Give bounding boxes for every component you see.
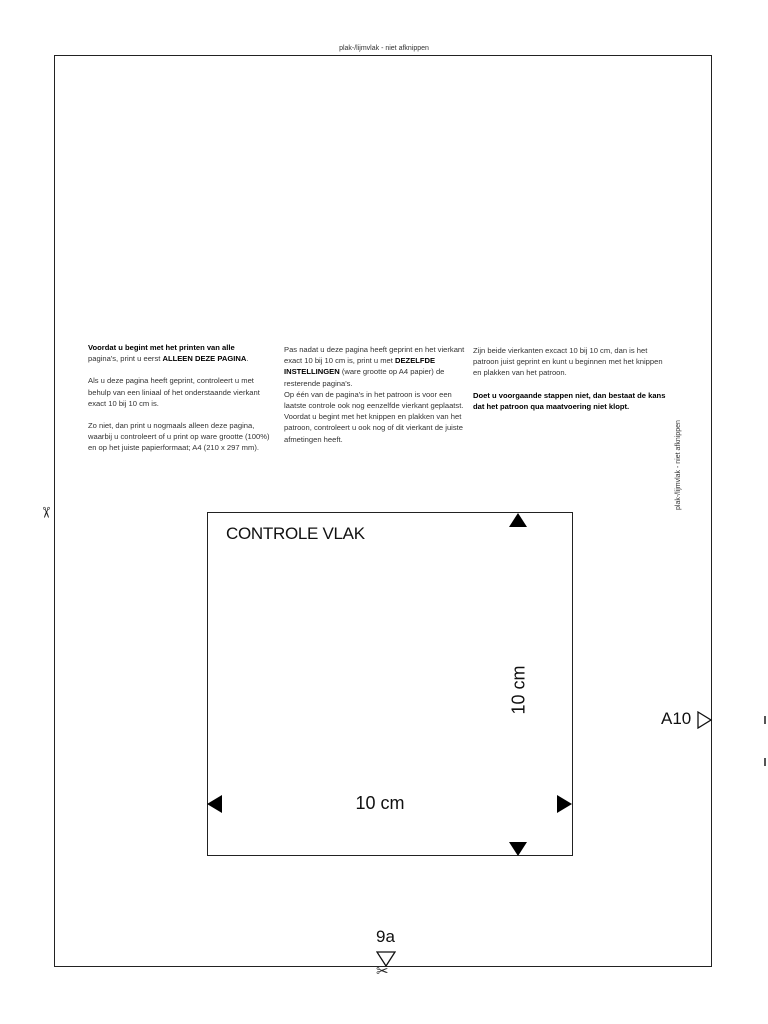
instructions-warning: Doet u voorgaande stappen niet, dan bestaat de kans dat het patroon qua maatvoering niet klopt. xyxy=(473,390,666,411)
instructions-column-1 xyxy=(88,342,276,465)
instructions-text: Pas nadat u deze pagina heeft geprint en het vierkant exact 10 bij 10 cm is, print u met xyxy=(284,345,465,366)
arrow-left-icon xyxy=(207,795,222,813)
scissors-icon: ✂ xyxy=(36,506,54,519)
glue-area-label-top: plak-/lijmvlak - niet afknippen xyxy=(339,45,429,52)
glue-area-label-side: plak-/lijmvlak - niet afknippen xyxy=(675,420,683,510)
height-dimension-label: 10 cm xyxy=(508,665,529,715)
scissors-icon: ✂ xyxy=(376,963,389,980)
control-square-title: CONTROLE VLAK xyxy=(226,524,365,543)
reference-label-bottom: 9a xyxy=(376,927,395,946)
arrow-up-icon xyxy=(509,513,527,527)
align-triangle-right-icon xyxy=(697,711,713,729)
instructions-lead: Voordat u begint met het printen van alle xyxy=(88,343,235,352)
instructions-text: (ware grootte op A4 papier) de resterende pagina's. xyxy=(284,367,445,388)
instructions-emphasis: DEZELFDE INSTELLINGEN xyxy=(284,356,436,377)
arrow-right-icon xyxy=(557,795,572,813)
edge-mark xyxy=(764,758,766,766)
arrow-down-icon xyxy=(509,842,527,856)
width-dimension-label: 10 cm xyxy=(355,793,405,813)
edge-mark xyxy=(764,716,766,724)
instructions-paragraph-1 xyxy=(284,344,470,389)
instructions-paragraph-3: Voordat u begint met het knippen en plakken van het patroon, controleert u ook nog of dit vierkant de juiste afmetingen heeft. xyxy=(284,412,463,444)
instructions-column-2 xyxy=(284,344,470,456)
instructions-emphasis: ALLEEN DEZE PAGINA xyxy=(162,354,247,364)
instructions-column-3 xyxy=(473,345,668,423)
reference-label-right: A10 xyxy=(661,709,692,728)
instructions-paragraph-2: Op één van de pagina's in het patroon is voor een laatste controle ook nog eenzelfde vierkant geplaatst. xyxy=(284,389,464,411)
instructions-text: pagina's, print u eerst xyxy=(88,354,163,364)
instructions-paragraph-3: Zo niet, dan print u nogmaals alleen deze pagina, waarbij u controleert of u print op ware grootte (100%) en op het juiste papierformaat; A4 (210 x 297 mm). xyxy=(88,421,270,453)
instructions-paragraph-2: Als u deze pagina heeft geprint, controleert u met behulp van een liniaal of het onderstaande vierkant exact 10 bij 10 cm is. xyxy=(88,376,260,408)
instructions-paragraph-1: Zijn beide vierkanten excact 10 bij 10 cm, dan is het patroon juist geprint en kunt u beginnen met het knippen en plakken van het patroon. xyxy=(473,346,663,378)
instructions-paragraph-1 xyxy=(88,342,276,364)
instructions-text: . xyxy=(246,354,249,364)
